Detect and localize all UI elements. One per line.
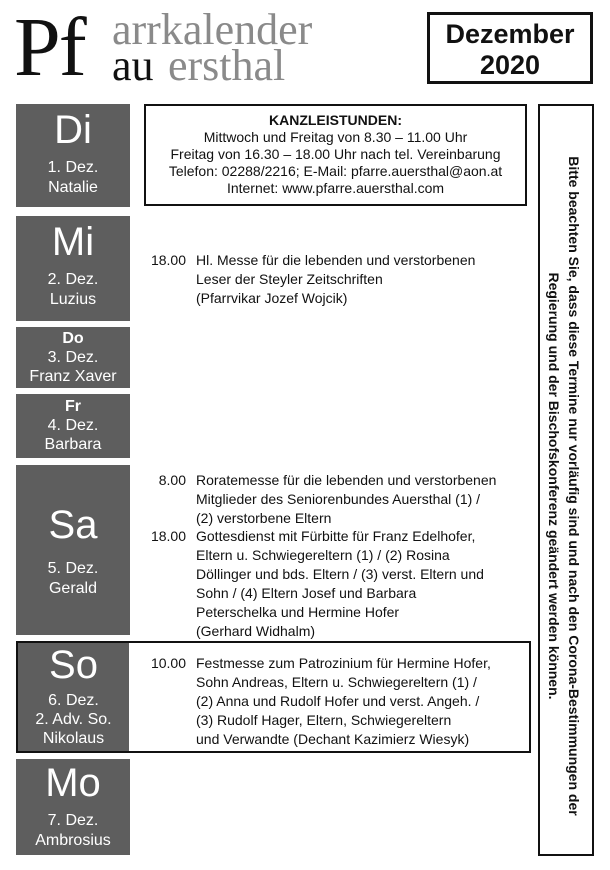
day-tile-tue	[16, 104, 130, 207]
day-abbr: Fr	[65, 398, 81, 415]
logo-line2-gray: ersthal	[168, 41, 286, 90]
side-notice-line: Regierung und der Bischofskonferenz geändert werden können.	[546, 272, 562, 700]
event-line: Gottesdienst mit Fürbitte für Franz Edelhofer,	[196, 528, 476, 544]
event-line: Mitglieder des Seniorenbundes Auersthal (1) /	[196, 491, 481, 507]
day-date: 6. Dez.	[48, 692, 99, 709]
day-tile-thu	[16, 327, 130, 388]
day-date: 2. Dez.	[47, 271, 99, 288]
day-extra: 2. Adv. So.	[35, 711, 112, 728]
event-text-sun	[196, 654, 526, 749]
day-tile-sat	[16, 465, 130, 635]
office-hours-line: Internet: www.pfarre.auersthal.com	[226, 180, 445, 196]
event-line: (2) verstorbene Eltern	[196, 510, 332, 526]
event-line: Sohn / (4) Eltern Josef und Barbara	[196, 585, 417, 601]
day-abbr: Do	[62, 330, 84, 347]
day-saint: Natalie	[48, 179, 98, 196]
event-time: 8.00	[158, 472, 186, 488]
day-abbr: Di	[54, 108, 92, 152]
month-label: Dezember	[445, 19, 575, 49]
event-time: 18.00	[150, 528, 186, 544]
logo-line2-black: au	[112, 41, 154, 90]
event-line: Festmesse zum Patrozinium für Hermine Hofer,	[196, 655, 491, 671]
event-line: (3) Rudolf Hager, Eltern, Schwiegereltern	[196, 712, 452, 728]
event-line: (2) Anna und Rudolf Hofer und verst. Angeh. /	[196, 693, 480, 709]
office-hours-box	[144, 104, 527, 206]
day-date: 7. Dez.	[47, 812, 99, 829]
event-line: Döllinger und bds. Eltern / (3) verst. Eltern und	[196, 566, 484, 582]
day-date: 5. Dez.	[47, 560, 99, 577]
day-tile-mon	[16, 759, 130, 855]
event-text-sat-1	[196, 471, 526, 528]
event-line: Sohn Andreas, Eltern u. Schwiegereltern (1) /	[196, 674, 477, 690]
event-line: (Pfarrvikar Jozef Wojcik)	[196, 290, 348, 306]
day-saint: Luzius	[49, 291, 97, 308]
side-notice-box	[538, 104, 594, 856]
day-saint: Gerald	[48, 580, 98, 597]
day-abbr: Sa	[48, 503, 98, 547]
office-hours-line: Mittwoch und Freitag von 8.30 – 11.00 Uhr	[203, 129, 468, 145]
day-tile-fri	[16, 394, 130, 458]
event-line: Peterschelka und Hermine Hofer	[196, 604, 400, 620]
day-date: 1. Dez.	[47, 159, 99, 176]
event-time: 18.00	[150, 252, 186, 268]
day-abbr: So	[49, 643, 98, 687]
day-saint: Nikolaus	[42, 730, 105, 747]
event-text-wed	[196, 251, 526, 308]
logo-pf: Pf	[14, 1, 85, 94]
day-date: 3. Dez.	[47, 349, 99, 366]
logo-line1: arrkalender	[112, 5, 313, 54]
day-date: 4. Dez.	[47, 417, 99, 434]
day-abbr: Mi	[51, 220, 95, 264]
day-saint: Franz Xaver	[29, 368, 117, 385]
event-line: Leser der Steyler Zeitschriften	[196, 271, 383, 287]
day-saint: Ambrosius	[35, 832, 111, 849]
month-box	[427, 12, 593, 84]
event-line: Roratemesse für die lebenden und verstorbenen	[196, 472, 497, 488]
event-line: Eltern u. Schwiegereltern (1) / (2) Rosina	[196, 547, 450, 563]
event-text-sat-2	[196, 527, 526, 641]
year-label: 2020	[479, 50, 541, 80]
day-saint: Barbara	[44, 436, 102, 453]
office-hours-title: KANZLEISTUNDEN:	[269, 112, 402, 128]
side-notice-text	[544, 116, 584, 856]
office-hours-line: Telefon: 02288/2216; E-Mail: pfarre.auersthal@aon.at	[168, 163, 503, 179]
event-line: Hl. Messe für die lebenden und verstorbenen	[196, 252, 476, 268]
event-line: (Gerhard Widhalm)	[196, 623, 316, 639]
event-time: 10.00	[150, 655, 186, 671]
office-hours-line: Freitag von 16.30 – 18.00 Uhr nach tel. Vereinbarung	[170, 146, 501, 162]
day-abbr: Mo	[45, 761, 101, 805]
event-line: und Verwandte (Dechant Kazimierz Wiesyk)	[196, 731, 470, 747]
side-notice-line: Bitte beachten Sie, dass diese Termine nur vorläufig sind und nach den Corona-Bestimmungen der	[566, 156, 582, 816]
day-tile-wed	[16, 216, 130, 321]
day-tile-sun	[18, 643, 129, 751]
